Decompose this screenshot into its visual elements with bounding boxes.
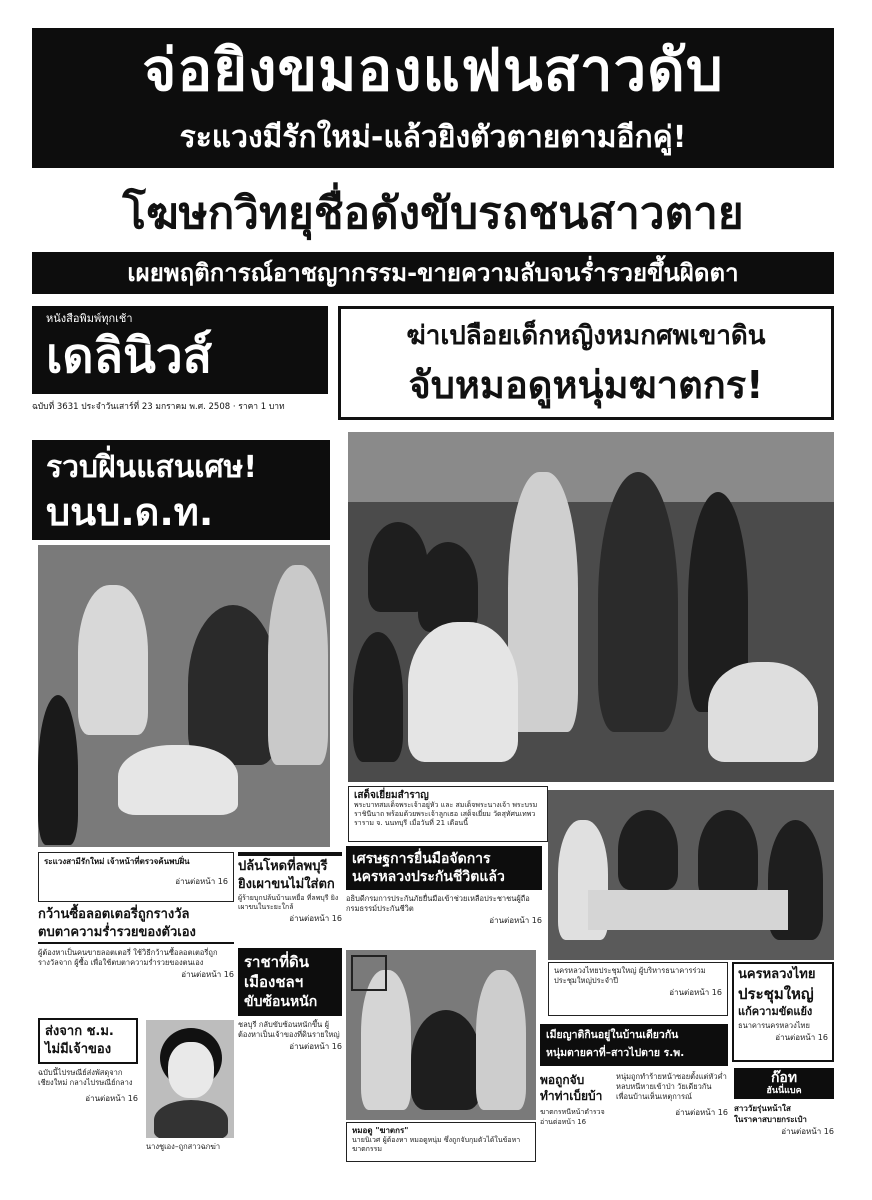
main-photo-caption (348, 786, 548, 842)
photo-figure (411, 1010, 481, 1110)
meeting-more: อ่านต่อหน้า 16 (669, 988, 722, 997)
main-caption-text: พระบาทสมเด็จพระเจ้าอยู่หัว และ สมเด็จพระนางเจ้า พระบรมราชินีนาถ พร้อมด้วยพระเจ้าลูกเธอ เสด็จเยี่ยม วัดสุทัศนเทพวราราม จ. นนทบุรี เมื่อวันที่ 21 เดือนนี้ (354, 801, 538, 827)
lottery-body: ผู้ต้องหาเป็นคนขายลอตเตอรี่ ใช้วิธีกว้านซื้อลอตเตอรี่ถูกรางวัลจาก ผู้ซื้อ เพื่อใช้ตบตาความร่ำรวยของตนเอง (38, 948, 218, 967)
portrait-face (168, 1042, 214, 1098)
photo-frame (351, 955, 387, 991)
caught-story (540, 1072, 610, 1164)
bank-more: อ่านต่อหน้า 16 (775, 1033, 828, 1042)
chiangmai-more: อ่านต่อหน้า 16 (85, 1094, 138, 1103)
main-caption-title: เสด็จเยี่ยมสำราญ (354, 790, 429, 801)
land-headline-1: ราชาที่ดิน (244, 953, 309, 971)
portrait-body (154, 1100, 228, 1138)
marriage-headline-2: หนุ่มตายคาที่–สาวไปตาย ร.พ. (546, 1047, 685, 1059)
meeting-photo (548, 790, 834, 960)
marriage-headline-1: เมียญาติกินอยู่ในบ้านเดียวกัน (546, 1029, 679, 1041)
story-rule (238, 852, 342, 856)
photo-figure (408, 622, 518, 762)
lottery-story (38, 906, 234, 1012)
left-more: อ่านต่อหน้า 16 (175, 877, 228, 886)
boxed-headline (338, 306, 834, 420)
logo-block (32, 306, 328, 420)
headline-3: โฆษกวิทยุชื่อดังขับรถชนสาวตาย (122, 188, 744, 239)
photo-figure (508, 472, 578, 732)
newspaper-logo: เดลินิวส์ (46, 328, 213, 384)
photo-figure (598, 472, 678, 732)
insurance-headline-1: เศรษฐการยื่นมือจัดการ (352, 851, 491, 867)
insurance-story (346, 846, 542, 944)
headline-1: จ่อยิงขมองแฟนสาวดับ (142, 36, 724, 104)
insurance-headline-box (346, 846, 542, 890)
lottery-headline-1: กว้านซื้อลอตเตอรี่ถูกรางวัล (38, 907, 190, 922)
bank-headline-2: ประชุมใหญ่ (738, 985, 814, 1003)
photo-figure (418, 542, 478, 632)
young-story (616, 1072, 728, 1164)
land-more: อ่านต่อหน้า 16 (289, 1042, 342, 1051)
land-story (238, 948, 342, 1132)
land-headline-box (238, 948, 342, 1016)
insurance-headline-2: นครหลวงประกันชีวิตแล้ว (352, 869, 505, 885)
left-photo (38, 545, 330, 847)
lottery-headline-2: ตบตาความร่ำรวยของตัวเอง (38, 924, 234, 944)
caught-body: ฆาตกรหนีหน้าตำรวจ (540, 1108, 605, 1116)
chiangmai-headline-1: ส่งจาก ช.ม. (45, 1024, 114, 1039)
left-caption-text: ระแวงสามีรักใหม่ เจ้าหน้าที่ตรวจค้นพบฝิ่น (44, 857, 190, 866)
bank-body: ธนาคารนครหลวงไทย (738, 1021, 810, 1030)
chiangmai-headline-box (38, 1018, 138, 1064)
land-headline-2: เมืองชลฯ (244, 973, 304, 991)
subheadline-bar (32, 252, 834, 294)
meeting-caption-text: นครหลวงไทยประชุมใหญ่ ผู้บริหารธนาคารร่วมประชุมใหญ่ประจำปี (554, 966, 706, 985)
box-headline-2: จับหมอดูหนุ่มฆาตกร! (408, 363, 764, 407)
chiangmai-body: ฉบับนี้ไปรษณีย์ส่งพัสดุจากเชียงใหม่ กลางไปรษณีย์กลาง (38, 1068, 133, 1087)
main-photo (348, 432, 834, 782)
land-body: ชลบุรี กลับขับซ้อนหนักขึ้น ผู้ต้องหาเป็นเจ้าของที่ดินรายใหญ่ (238, 1020, 340, 1039)
lopburi-more: อ่านต่อหน้า 16 (289, 914, 342, 923)
suspect-caption-title: หมอดู "ฆาตกร" (352, 1126, 409, 1135)
photo-figure (118, 745, 238, 815)
photo-figure (188, 605, 278, 765)
left-caption (38, 852, 234, 902)
ad-line-2: ในราคาสบายกระเป๋า (734, 1115, 807, 1124)
photo-figure (476, 970, 526, 1110)
photo-figure (698, 810, 758, 900)
lopburi-story (238, 852, 342, 944)
box-headline-1: ฆ่าเปลือยเด็กหญิงหมกศพเขาดิน (406, 321, 766, 351)
photo-figure (268, 565, 328, 765)
chiangmai-headline-2: ไม่มีเจ้าของ (45, 1042, 112, 1057)
young-more: อ่านต่อหน้า 16 (675, 1108, 728, 1117)
meeting-caption (548, 962, 728, 1016)
logo-box (32, 306, 328, 394)
lopburi-body: ผู้ร้ายบุกปล้นบ้านเหยื่อ ที่ลพบุรี ยิงเผาขนในระยะใกล้ (238, 894, 339, 911)
suspect-caption (346, 1122, 536, 1162)
photo-figure (78, 585, 148, 735)
ad-line-1: สาววัยรุ่นหน้าใส (734, 1104, 791, 1113)
headline-2: ระแวงมีรักใหม่-แล้วยิงตัวตายตามอีกคู่! (179, 120, 687, 155)
logo-tagline: หนังสือพิมพ์ทุกเช้า (46, 312, 133, 325)
left-headline-1: รวบฝิ่นแสนเศษ! (46, 450, 257, 485)
lopburi-headline-2: ยิงเผาขนไม่ใส่ตก (238, 877, 335, 892)
ad-more: อ่านต่อหน้า 16 (781, 1127, 834, 1136)
suspect-photo (346, 950, 536, 1120)
photo-figure (361, 970, 411, 1110)
portrait-photo (146, 1020, 234, 1138)
ad-subtitle: ฮันนี่แบค (766, 1086, 802, 1096)
young-body: หนุ่มถูกทำร้ายหน้าซอยตั้งแต่หัวค่ำ หลบหนีหายเข้าป่า วัยเดียวกันเพื่อนบ้านเห็นเหตุการณ์ (616, 1072, 727, 1101)
photo-figure (38, 695, 78, 845)
photo-figure (353, 632, 403, 762)
top-headline-banner (32, 28, 834, 168)
bank-headline-1: นครหลวงไทย (738, 967, 816, 982)
left-headline-2: บนบ.ด.ท. (46, 490, 214, 534)
issue-line: ฉบับที่ 3631 ประจำวันเสาร์ที่ 23 มกราคม พ.ศ. 2508 · ราคา 1 บาท (32, 402, 285, 412)
ad-logo (734, 1068, 834, 1099)
caught-more: อ่านต่อหน้า 16 (540, 1118, 587, 1126)
portrait-caption: นางชูเอง–ถูกสาวฉกฆ่า (146, 1142, 221, 1151)
bank-headline-3: แก้ความขัดแย้ง (738, 1005, 813, 1018)
headline-4: เผยพฤติการณ์อาชญากรรม-ขายความลับจนร่ำรวยขึ้นผิดตา (127, 259, 739, 287)
photo-table (588, 890, 788, 930)
marriage-headline (540, 1024, 728, 1066)
suspect-caption-text: นายนิเวศ ผู้ต้องหา หมอดูหนุ่ม ซึ่งถูกจับกุมตัวได้ในข้อหาฆาตกรรม (352, 1136, 521, 1153)
photo-figure (708, 662, 818, 762)
bank-story (732, 962, 834, 1062)
ad-box (734, 1068, 834, 1164)
chiangmai-story (38, 1018, 138, 1158)
land-headline-3: ขับซ้อนหนัก (244, 994, 318, 1010)
caught-headline-2: ทำท่าเบ็ยบ้า (540, 1089, 603, 1103)
lopburi-headline-1: ปล้นโหดที่ลพบุรี (238, 859, 328, 874)
left-story-headline (32, 440, 330, 540)
lottery-more: อ่านต่อหน้า 16 (181, 970, 234, 979)
insurance-body: อธิบดีกรมการประกันภัยยื่นมือเข้าช่วยเหลือประชาชนผู้ถือกรมธรรม์ประกันชีวิต (346, 894, 530, 913)
insurance-more: อ่านต่อหน้า 16 (489, 916, 542, 925)
ad-title: ก๊อท (770, 1070, 798, 1086)
photo-figure (618, 810, 678, 890)
photo-background (348, 432, 834, 502)
caught-headline-1: พอถูกจับ (540, 1073, 585, 1087)
